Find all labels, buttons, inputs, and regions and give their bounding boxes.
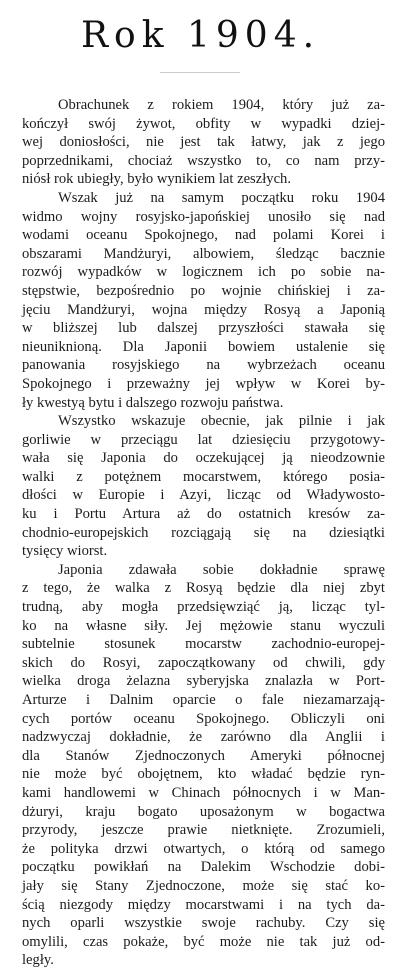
article-paragraph [22, 189, 385, 412]
text-line: legły. [22, 952, 54, 969]
text-line: wała się Japonia do oczekującej ją nieodzownie [22, 450, 385, 467]
text-line: jęciu Mandżuryi, wojna między Rosyą a Japonią [22, 301, 385, 318]
text-line: nych oparli wszystkie swoje rachuby. Czy się [22, 915, 385, 932]
text-line: tysięcy wiorst. [22, 543, 108, 560]
text-line: panowania rosyjskiego na wybrzeżach oceanu [22, 357, 385, 374]
article-title: Rok 1904. [80, 15, 321, 56]
text-line: kami handlowemi w Chinach północnych i w Man- [22, 784, 385, 801]
text-line: wodami oceanu Spokojnego, nad polami Korei i [22, 227, 385, 244]
text-line: stępstwie, bezpośrednio po wojnie chińskiej i za- [22, 282, 385, 299]
text-line: Arturze i Dalnim oparcie o fale niezamarzają- [22, 692, 385, 708]
text-line: widmo wojny rosyjsko-japońskiej unosiło się nad [22, 208, 385, 225]
text-line: przyrody, jeszcze prawie nietknięte. Zrozumieli, [22, 822, 385, 839]
text-line: jały się Stany Zjednoczone, może się stać ko- [22, 877, 385, 894]
text-line: poprzednikami, chociaż wszystko to, co nam przy- [22, 152, 385, 169]
text-line: ko na własne siły. Jej mężowie stanu wyczuli [22, 617, 385, 634]
article-paragraph [22, 412, 385, 561]
text-line: rozwój wypadków w logicznem ich po sobie na- [22, 264, 385, 281]
text-line: wielka droga żelazna syberyjska znalazła w Port- [22, 673, 385, 690]
text-line: nieuniknioną. Dla Japonii bowiem ustalenie się [22, 338, 385, 355]
text-line: Spokojnego i przeważny jej wpływ w Korei by- [22, 375, 385, 392]
article-paragraph [22, 96, 385, 189]
text-line: skich do Rosyi, zapoczątkowany od chwili, gdy [22, 654, 385, 671]
text-line: obszarami Mandżuryi, albowiem, śledząc bacznie [22, 245, 385, 262]
text-line: ścią niezgody między mocarstwami i na tych da- [22, 896, 385, 913]
text-line: nie może być obojętnem, kto władać będzie ryn- [22, 766, 385, 783]
text-line: dżuryi, kraju bogato uposażonym w bogactwa [22, 803, 385, 820]
text-line: cych portów oceanu Spokojnego. Obliczyli oni [22, 710, 385, 727]
text-line: subtelnie stosunek mocarstw zachodnio-europej- [22, 636, 385, 653]
text-line: dłości w Europie i Azyi, licząc od Władywosto- [22, 487, 385, 504]
text-line: z tego, że walka z Rosyą będzie dla niej zbyt [22, 580, 385, 597]
text-line: niósł rok ubiegły, było wynikiem lat zeszłych. [22, 171, 291, 188]
text-line: Japonia zdawała sobie dokładnie sprawę [58, 561, 385, 578]
text-line: gorliwie w przeciągu lat dziesięciu przygotowy- [22, 431, 385, 448]
text-line: walki z potężnem mocarstwem, którego posia- [22, 468, 385, 485]
text-line: Wszystko wskazuje obecnie, jak pilnie i jak [58, 413, 385, 430]
title-divider [160, 72, 240, 73]
text-line: trudną, aby mogła przedsięwziąć ją, licząc tyl- [22, 599, 385, 616]
text-line: Wszak już na samym początku roku 1904 [58, 189, 385, 206]
article-body [22, 96, 385, 970]
text-line: że polityka drzwi otwartych, o którą od samego [22, 840, 385, 857]
text-line: w bliższej lub dalszej przyszłości stawała się [22, 320, 385, 337]
text-line: dla Stanów Zjednoczonych Ameryki północnej [22, 747, 385, 764]
text-line: ły kwestyą bytu i dalszego rozwoju państwa. [22, 394, 284, 411]
text-line: początku powikłań na Dalekim Wschodzie dobi- [22, 859, 385, 876]
text-line: wej doniosłości, nie jest tak łatwy, jak z jego [22, 134, 385, 151]
text-line: Obrachunek z rokiem 1904, który już za- [58, 97, 385, 113]
text-line: nadzwyczaj dokładnie, że zarówno dla Anglii i [22, 729, 385, 746]
text-line: ku i Portu Artura aż do ostatnich kresów za- [22, 506, 385, 523]
text-line: omylili, czas pokaże, być może nie tak już od- [22, 933, 385, 950]
text-line: kończył swój żywot, obfity w wypadki dziej- [22, 115, 385, 132]
text-line: chodnio-europejskich rozciągają się na dziesiątki [22, 524, 385, 541]
article-paragraph [22, 561, 385, 970]
